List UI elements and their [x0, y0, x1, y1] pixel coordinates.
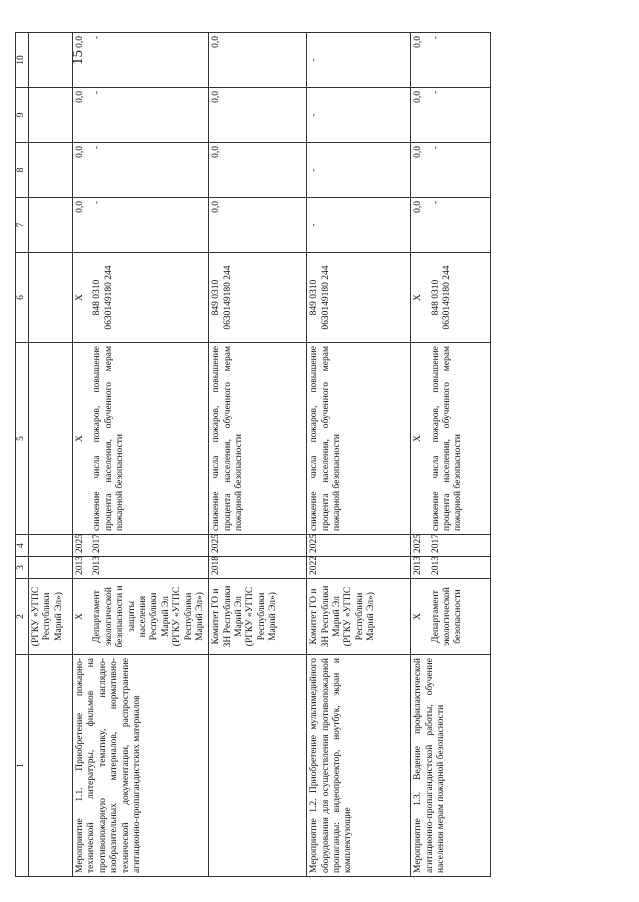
- start-year: 2013: [430, 556, 441, 575]
- executor-text: X: [75, 613, 85, 620]
- budget-code: 848 0310 0630149180 244: [92, 265, 114, 330]
- column-header: 9: [16, 88, 29, 143]
- column-header: 7: [16, 198, 29, 253]
- value-cell: [411, 143, 491, 198]
- value-cell: 0,0: [209, 88, 307, 143]
- budget-code: X: [413, 294, 424, 301]
- result-cell: снижение числа пожаров, повышение процента населения, обученного мерам пожарной безопасности: [307, 343, 411, 535]
- result-cell: снижение числа пожаров, повышение процента населения, обученного мерам пожарной безопасности: [209, 343, 307, 535]
- start-year-cell: 2018: [209, 557, 307, 579]
- column-header: 3: [16, 557, 29, 579]
- value: 0,0: [75, 146, 85, 158]
- value: 0,0: [413, 201, 424, 213]
- result-text: X: [75, 435, 85, 442]
- value-cell: -: [307, 88, 411, 143]
- end-year-cell: [73, 535, 209, 557]
- executor-cell: [411, 579, 491, 655]
- budget-code-cell: [73, 253, 209, 343]
- table-cell: [29, 143, 73, 198]
- executor-text: Департамент экологической безопасности и защиты населения Республики Марий Эл (РГКУ «УГПС Республики Марий Эл»): [92, 585, 205, 648]
- column-header: 4: [16, 535, 29, 557]
- column-header: 5: [16, 343, 29, 535]
- executor-cell: [73, 579, 209, 655]
- value-cell: 0,0: [209, 198, 307, 253]
- value: -: [430, 201, 441, 205]
- value: -: [430, 146, 441, 150]
- executor-cell: (РГКУ «УГПС Республики Марий Эл»): [29, 579, 73, 655]
- budget-code-cell: 849 0310 0630149180 244: [307, 253, 411, 343]
- table-cell: [29, 535, 73, 557]
- value: -: [430, 36, 441, 40]
- result-text: снижение числа пожаров, повышение процента населения, обученного мерам пожарной безопасности: [430, 346, 464, 531]
- table-cell: [29, 557, 73, 579]
- table-cell: [29, 343, 73, 535]
- table-cell: [29, 33, 73, 88]
- column-header: 10: [16, 33, 29, 88]
- executor-cell: Комитет ГО и ЗН Республики Марий Эл (РГКУ «УГПС Республики Марий Эл»): [209, 579, 307, 655]
- value-cell: [73, 198, 209, 253]
- value-cell: [411, 198, 491, 253]
- end-year-cell: 2025: [307, 535, 411, 557]
- value-cell: -: [307, 143, 411, 198]
- result-text: снижение числа пожаров, повышение процента населения, обученного мерам пожарной безопасности: [92, 346, 126, 531]
- value: 0,0: [413, 146, 424, 158]
- executor-text: Департамент экологической безопасности: [430, 587, 464, 646]
- start-year-cell: [411, 557, 491, 579]
- value-cell: [411, 88, 491, 143]
- value-cell: [73, 33, 209, 88]
- value: -: [430, 91, 441, 95]
- continuation-row: [29, 33, 73, 877]
- end-year: 2017: [92, 534, 103, 553]
- column-header: 6: [16, 253, 29, 343]
- value: 0,0: [413, 91, 424, 103]
- column-header: 8: [16, 143, 29, 198]
- activity-cell: Мероприятие 1.3. Ведение профилактической агитационно-пропагандистской работы, обучение населения мерам пожарной безопасности: [411, 655, 491, 877]
- rotated-table-container: [15, 33, 623, 877]
- budget-code: 848 0310 0630149180 244: [430, 265, 453, 330]
- activity-cell: Мероприятие 1.1. Приобретение пожарно-технической литературы, фильмов на противопожарную тематику, наглядно-изобразительных материалов, нормативно-технической документации, распространение агитационно-пропагандистских материалов: [73, 655, 209, 877]
- value: 0,0: [413, 36, 424, 48]
- value-cell: [73, 88, 209, 143]
- value-cell: -: [307, 33, 411, 88]
- start-year-cell: 2022: [307, 557, 411, 579]
- budget-code: X: [75, 294, 85, 301]
- table-cell: [29, 198, 73, 253]
- value: -: [92, 146, 103, 150]
- table-row: [307, 33, 411, 877]
- result-cell: [411, 343, 491, 535]
- end-year: 2025: [413, 534, 424, 553]
- column-header: 1: [16, 655, 29, 877]
- value-cell: [411, 33, 491, 88]
- value: -: [92, 91, 103, 95]
- value-cell: 0,0: [209, 143, 307, 198]
- start-year-cell: [73, 557, 209, 579]
- budget-code-cell: 849 0310 0630149180 244: [209, 253, 307, 343]
- result-cell: [73, 343, 209, 535]
- table-cell: [29, 253, 73, 343]
- end-year-cell: 2025: [209, 535, 307, 557]
- start-year: 2013: [75, 556, 85, 575]
- value: -: [92, 36, 103, 40]
- result-text: X: [413, 435, 424, 442]
- start-year: 2013: [413, 556, 424, 575]
- column-number-row: [16, 33, 29, 877]
- page-number: 15: [70, 50, 86, 65]
- executor-text: X: [413, 613, 424, 620]
- column-header: 2: [16, 579, 29, 655]
- value-cell: 0,0: [209, 33, 307, 88]
- end-year-cell: [411, 535, 491, 557]
- executor-cell: Комитет ГО и ЗН Республики Марий Эл (РГКУ «УГПС Республики Марий Эл»): [307, 579, 411, 655]
- value: 0,0: [75, 91, 85, 103]
- value-cell: [73, 143, 209, 198]
- value: -: [92, 201, 103, 205]
- value: 0,0: [75, 201, 85, 213]
- table-row: [73, 33, 209, 877]
- value-cell: -: [307, 198, 411, 253]
- table-cell: [29, 655, 73, 877]
- activity-cell: Мероприятие 1.2. Приобретение мультимедийного оборудования для осуществления противопожарной пропаганды: видеопроектор, ноутбук, экран и комплектующие: [307, 655, 411, 877]
- table-row: [411, 33, 491, 877]
- program-activities-table: [15, 32, 491, 877]
- value: 0,0: [75, 36, 85, 48]
- table-cell: [29, 88, 73, 143]
- end-year: 2017: [430, 534, 441, 553]
- start-year: 2013: [92, 556, 103, 575]
- end-year: 2025: [75, 534, 85, 553]
- table-row: [209, 33, 307, 877]
- table-cell: [209, 655, 307, 877]
- budget-code-cell: [411, 253, 491, 343]
